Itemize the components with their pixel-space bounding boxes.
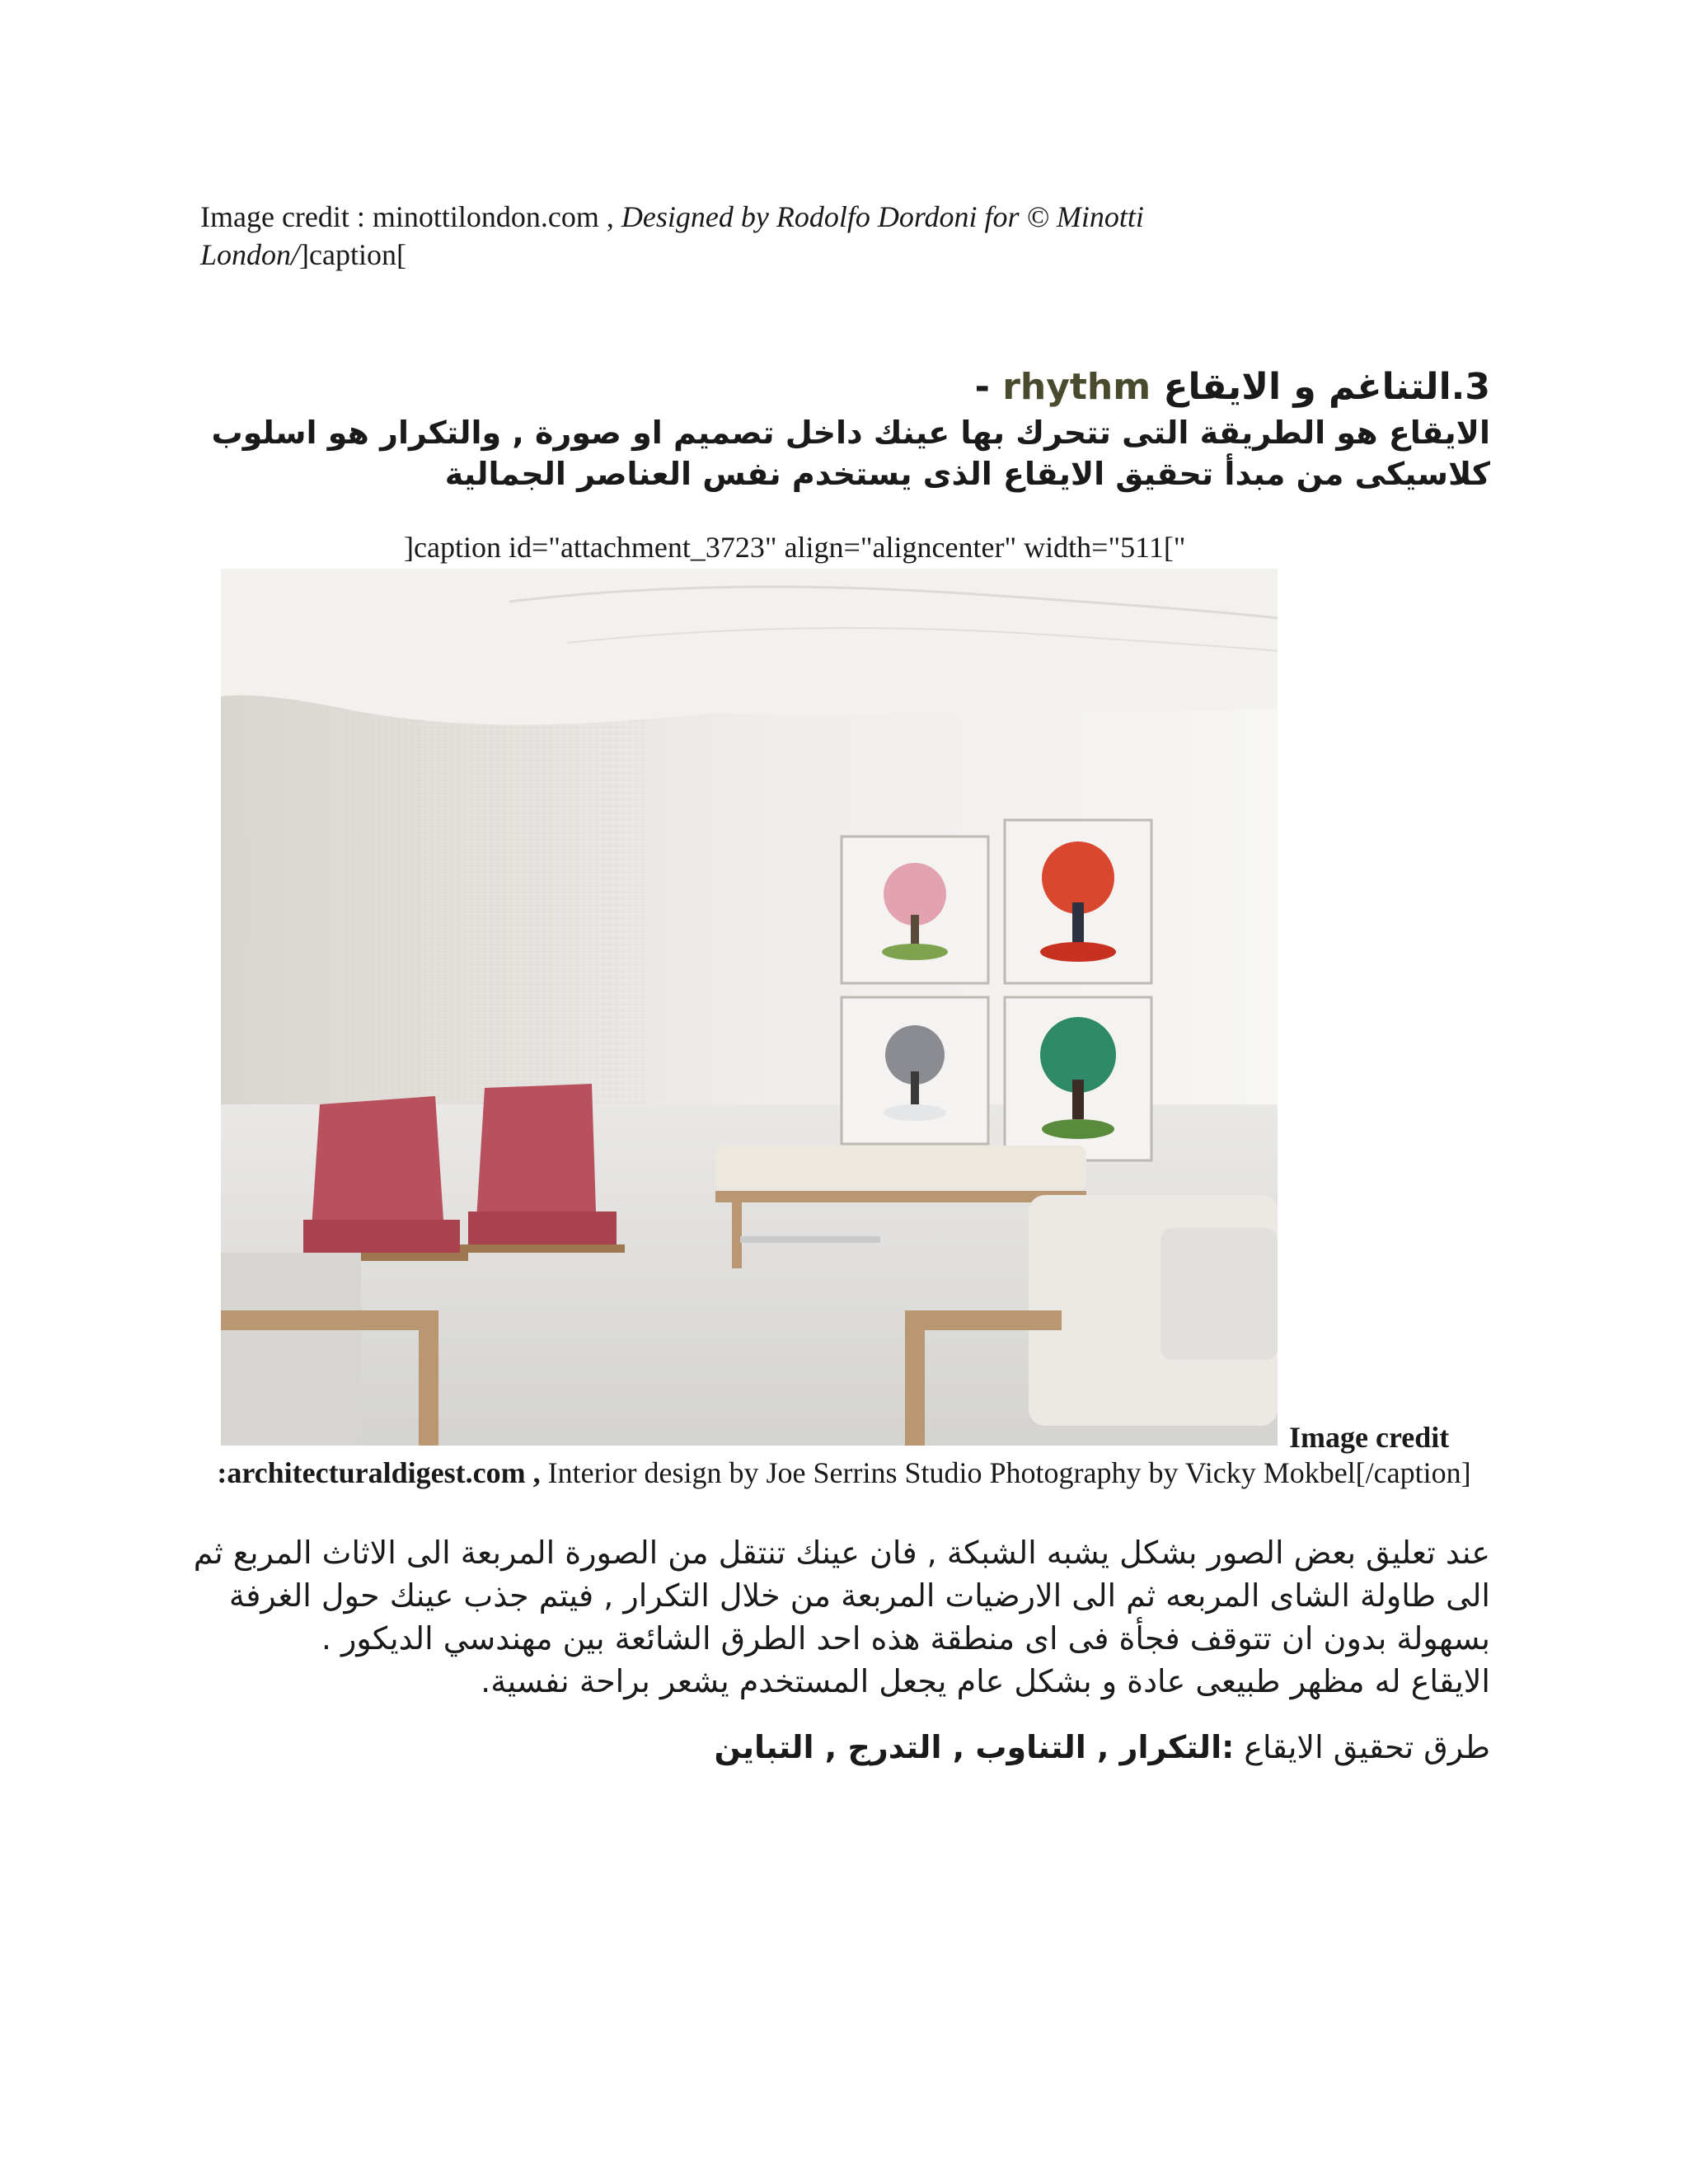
rhythm-methods bbox=[155, 1726, 1490, 1769]
methods-label: طرق تحقيق الايقاع bbox=[1234, 1729, 1490, 1765]
body-paragraph-1: عند تعليق بعض الصور بشكل يشبه الشبكة , فان عينك تنتقل من الصورة المربعة الى الاثاث المربع ثم الى طاولة الشاى المربعه ثم الى الارضيات المربعة من خلال التكرار , فيتم جذب عينك حول الغرفة بسهولة بدون ان تتوقف فجأة فى اى منطقة هذه احد الطرق الشائعة بين مهندسي الديكور . bbox=[193, 1535, 1490, 1657]
section-dash: - bbox=[974, 366, 990, 408]
image-credit-top bbox=[200, 198, 1338, 274]
credit-designer: Designed by Rodolfo Dordoni for © Minotti London/ bbox=[200, 200, 1144, 271]
interior-photo bbox=[221, 569, 1278, 1446]
image-credit-bottom bbox=[165, 1454, 1523, 1492]
body-paragraph bbox=[155, 1531, 1490, 1703]
body-paragraph-2: الايقاع له مظهر طبيعى عادة و بشكل عام يجعل المستخدم يشعر براحة نفسية. bbox=[481, 1663, 1490, 1699]
section-heading bbox=[89, 364, 1490, 410]
credit-suffix: ]caption[ bbox=[299, 238, 406, 271]
methods-values: :التكرار , التناوب , التدرج , التباين bbox=[714, 1729, 1235, 1765]
caption-shortcode-open: ]caption id="attachment_3723" align="aligncenter" width="511[" bbox=[404, 531, 1186, 564]
credit-details: Interior design by Joe Serrins Studio Photography by Vicky Mokbel[/caption] bbox=[547, 1456, 1471, 1489]
credit-prefix: Image credit : minottilondon.com , bbox=[200, 200, 621, 233]
credit-source: :architecturaldigest.com , bbox=[217, 1456, 548, 1489]
section-lead: الايقاع هو الطريقة التى تتحرك بها عينك داخل تصميم او صورة , والتكرار هو اسلوب كلاسيكى من مبدأ تحقيق الايقاع الذى يستخدم نفس العناصر الجمالية bbox=[211, 415, 1490, 492]
image-credit-label: Image credit bbox=[1289, 1421, 1450, 1454]
section-title-en: rhythm bbox=[1002, 366, 1151, 408]
section-number: 3. bbox=[1451, 366, 1490, 408]
section-title-ar: التناغم و الايقاع bbox=[1163, 366, 1451, 408]
